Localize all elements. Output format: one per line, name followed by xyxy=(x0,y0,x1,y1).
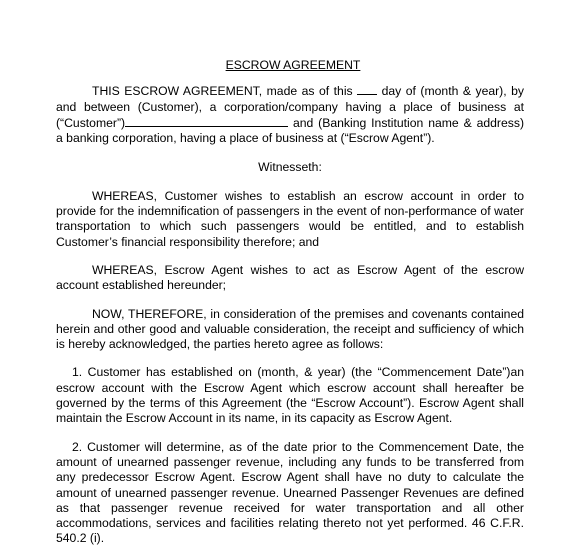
intro-text-3: and (Banking Institution name & address) a banking corporation, having a place of business at (“Escrow Agent”). xyxy=(56,115,524,146)
clause-2: 2. Customer will determine, as of the date prior to the Commencement Date, the amount of unearned passenger revenue, including any funds to be transferred from any predecessor Escrow Agent. Escrow Agent shall have no duty to calculate the amount of unearned passenger revenue. Unearned Passenger Revenues are defined as that passenger revenue received for water transportation and all other accommodations, services and facilities relating thereto not yet performed. 46 C.F.R. 540.2 (i). xyxy=(56,439,524,546)
intro-text-2: day of (month & year), by and between (Customer), a corporation/company having a place of business at (“Customer”) xyxy=(56,84,524,130)
whereas-paragraph-2: WHEREAS, Escrow Agent wishes to act as Escrow Agent of the escrow account established hereunder; xyxy=(56,262,524,293)
witnesseth-heading: Witnesseth: xyxy=(258,160,322,175)
customer-blank xyxy=(125,115,288,127)
intro-paragraph xyxy=(56,83,524,146)
now-therefore-paragraph: NOW, THEREFORE, in consideration of the premises and covenants contained herein and other good and valuable consideration, the receipt and sufficiency of which is hereby acknowledged, the parties hereto agree as follows: xyxy=(56,306,524,352)
clause-1: 1. Customer has established on (month, & year) (the “Commencement Date”)an escrow account with the Escrow Agent which escrow account shall hereafter be governed by the terms of this Agreement (the “Escrow Account”). Escrow Agent shall maintain the Escrow Account in its name, in its capacity as Escrow Agent. xyxy=(56,365,524,426)
day-blank xyxy=(357,83,377,95)
whereas-paragraph-1: WHEREAS, Customer wishes to establish an escrow account in order to provide for the indemnification of passengers in the event of non-performance of water transportation to which such passengers would be entitled, and to establish Customer’s financial responsibility therefore; and xyxy=(56,188,524,249)
document-title: ESCROW AGREEMENT xyxy=(225,58,361,72)
intro-text-1: THIS ESCROW AGREEMENT, made as of this xyxy=(92,84,358,99)
